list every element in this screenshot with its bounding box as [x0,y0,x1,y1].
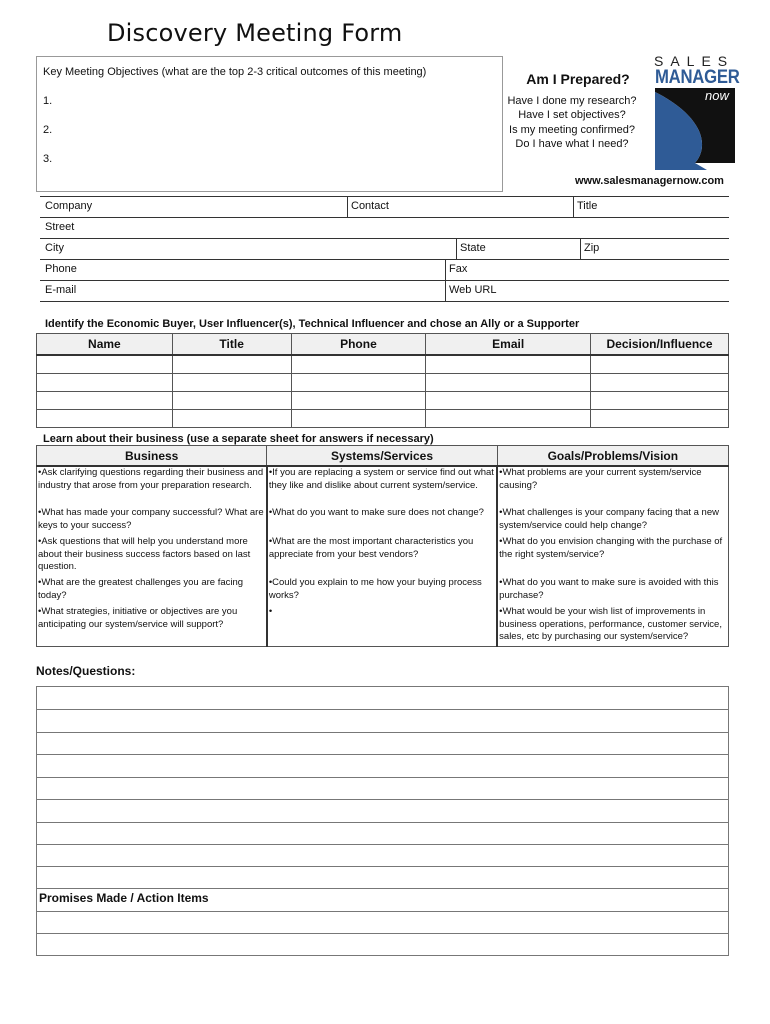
contact-label: Contact [351,200,389,212]
note-line [37,732,728,733]
table-cell[interactable] [172,410,291,428]
info-row-street [40,218,729,239]
objectives-box [36,56,503,192]
table-cell[interactable] [291,355,426,374]
note-line [37,911,728,912]
business-question: •Ask clarifying questions regarding their business and industry that arose from your preparation research. [37,466,267,507]
note-line [37,777,728,778]
influencers-table [36,333,729,428]
business-row [37,466,729,507]
business-row [37,536,729,577]
divider [445,281,446,301]
prepared-question-1: Have I done my research? [507,95,637,107]
note-line [37,866,728,867]
promises-heading: Promises Made / Action Items [39,891,209,905]
business-row [37,606,729,646]
prepared-question-2: Have I set objectives? [518,109,626,121]
goals-question: •What do you envision changing with the purchase of the right system/service? [497,536,728,577]
logo-now-text: now [705,88,729,103]
table-cell[interactable] [426,355,591,374]
goals-question: •What do you want to make sure is avoided with this purchase? [497,577,728,606]
info-row-company [40,197,729,218]
table-cell[interactable] [291,392,426,410]
table-cell[interactable] [591,374,729,392]
note-line [37,888,728,889]
table-cell[interactable] [172,355,291,374]
objective-item-3: 3. [43,153,53,165]
objective-item-1: 1. [43,95,53,107]
col-name: Name [37,334,173,356]
divider [573,197,574,217]
table-cell[interactable] [291,410,426,428]
business-question: •What are the greatest challenges you are facing today? [37,577,267,606]
systems-question: •What are the most important characteristics you appreciate from your best vendors? [267,536,497,577]
notes-area[interactable] [36,686,729,956]
objectives-label: Key Meeting Objectives (what are the top 2-3 critical outcomes of this meeting) [43,66,427,78]
business-row [37,507,729,536]
goals-question: •What problems are your current system/service causing? [497,466,728,507]
col-phone: Phone [291,334,426,356]
title-label: Title [577,200,598,212]
col-title: Title [172,334,291,356]
prepared-title: Am I Prepared? [526,71,630,87]
note-line [37,799,728,800]
systems-question: •Could you explain to me how your buying process works? [267,577,497,606]
info-row-phone [40,260,729,281]
divider [580,239,581,259]
table-cell[interactable] [37,374,173,392]
table-cell[interactable] [172,374,291,392]
street-label: Street [45,221,75,233]
table-cell[interactable] [426,392,591,410]
email-label: E-mail [45,284,77,296]
divider [445,260,446,280]
note-line [37,844,728,845]
col-email: Email [426,334,591,356]
state-label: State [460,242,486,254]
influencers-heading: Identify the Economic Buyer, User Influencer(s), Technical Influencer and chose an Ally or a Supporter [45,318,580,330]
influencers-header-row [37,334,729,356]
page-title: Discovery Meeting Form [107,19,403,47]
info-row-email [40,281,729,302]
city-label: City [45,242,64,254]
info-row-city [40,239,729,260]
business-row [37,577,729,606]
table-cell[interactable] [291,374,426,392]
table-cell[interactable] [37,410,173,428]
company-label: Company [45,200,93,212]
logo-url: www.salesmanagernow.com [575,175,724,187]
prepared-question-3: Is my meeting confirmed? [509,124,635,136]
systems-question: • [267,606,497,646]
prepared-question-4: Do I have what I need? [515,138,629,150]
table-cell[interactable] [172,392,291,410]
goals-question: •What would be your wish list of improvements in business operations, performance, customer service, sales, etc by purchasing our system/service? [497,606,728,646]
systems-question: •What do you want to make sure does not change? [267,507,497,536]
objective-item-2: 2. [43,124,53,136]
business-heading: Learn about their business (use a separate sheet for answers if necessary) [43,433,434,445]
table-cell[interactable] [591,410,729,428]
business-question: •What strategies, initiative or objectives are you anticipating our system/service will support? [37,606,267,646]
table-row [37,410,729,428]
divider [347,197,348,217]
phone-label: Phone [45,263,77,275]
goals-question: •What challenges is your company facing that a new system/service could help change? [497,507,728,536]
business-question: •Ask questions that will help you understand more about their business success factors based on last question. [37,536,267,577]
table-cell[interactable] [37,355,173,374]
note-line [37,933,728,934]
note-line [37,822,728,823]
table-row [37,374,729,392]
col-decision: Decision/Influence [591,334,729,356]
systems-question: •If you are replacing a system or service find out what they like and dislike about current system/service. [267,466,497,507]
notes-heading: Notes/Questions: [36,664,136,678]
table-cell[interactable] [591,392,729,410]
table-cell[interactable] [426,410,591,428]
web-label: Web URL [449,284,497,296]
logo-sales-text: SALES [654,53,735,69]
col-business: Business [37,446,267,467]
table-cell[interactable] [426,374,591,392]
table-cell[interactable] [37,392,173,410]
note-line [37,709,728,710]
logo-manager-text: MANAGER [655,67,740,88]
divider [456,239,457,259]
table-cell[interactable] [591,355,729,374]
fax-label: Fax [449,263,468,275]
business-question: •What has made your company successful? What are keys to your success? [37,507,267,536]
business-header-row [37,446,729,467]
business-table [36,445,729,647]
zip-label: Zip [584,242,600,254]
col-goals: Goals/Problems/Vision [497,446,728,467]
table-row [37,355,729,374]
note-line [37,754,728,755]
table-row [37,392,729,410]
col-systems: Systems/Services [267,446,497,467]
